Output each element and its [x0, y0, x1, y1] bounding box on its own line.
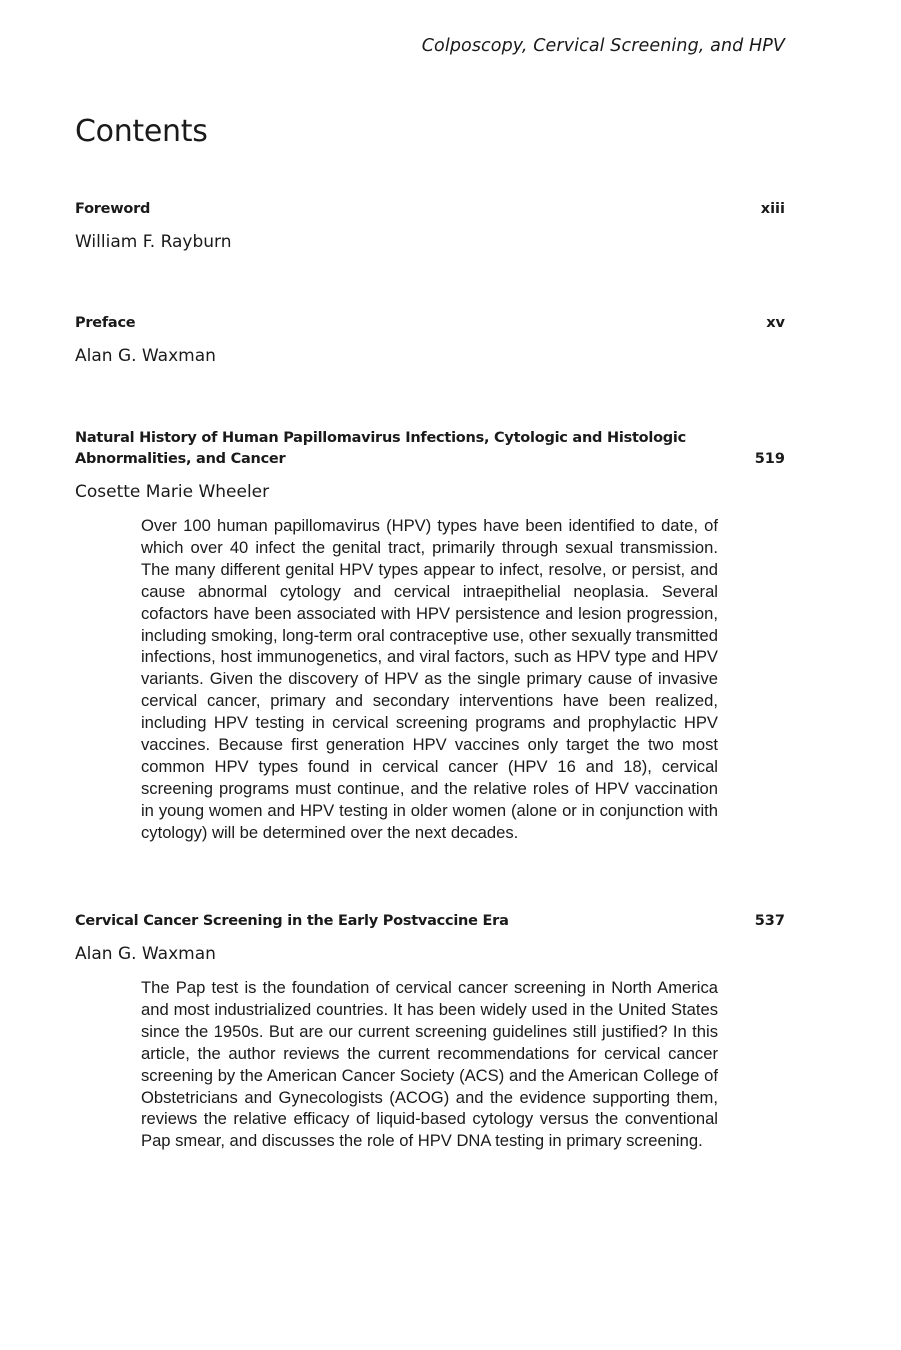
toc-entry-title[interactable]: Natural History of Human Papillomavirus Infections, Cytologic and Histologic Abnormalities, and Cancer [75, 430, 686, 467]
toc-entry-author: Alan G. Waxman [75, 346, 216, 366]
toc-entry-author: Cosette Marie Wheeler [75, 482, 270, 502]
page-title: Contents [75, 114, 208, 149]
toc-entry-header [75, 199, 785, 220]
toc-entry-title[interactable]: Preface [75, 315, 136, 331]
toc-entry-header [75, 428, 785, 470]
toc-entry-author: William F. Rayburn [75, 232, 232, 252]
toc-entry-page-number: 519 [754, 451, 785, 467]
toc-entry-page-number: xv [766, 315, 785, 331]
toc-entry-cervical-screening [75, 911, 785, 1152]
toc-entry-header [75, 911, 785, 932]
toc-entry-title[interactable]: Foreword [75, 201, 151, 217]
toc-entry-title[interactable]: Cervical Cancer Screening in the Early Postvaccine Era [75, 913, 509, 929]
toc-entry-abstract: Over 100 human papillomavirus (HPV) types have been identified to date, of which over 40 infect the genital tract, primarily through sexual transmission. The many different genital HPV types appear to infect, resolve, or persist, and cause abnormal cytology and cervical intraepithelial neoplasia. Several cofactors have been associated with HPV persistence and lesion progression, including smoking, long-term oral contraceptive use, other sexually transmitted infections, host immunogenetics, and viral factors, such as HPV type and HPV variants. Given the discovery of HPV as the single primary cause of invasive cervical cancer, primary and secondary interventions have been realized, including HPV testing in cervical screening programs and prophylactic HPV vaccines. Because first generation HPV vaccines only target the two most common HPV types found in cervical cancer (HPV 16 and 18), cervical screening programs must continue, and the relative roles of HPV vaccination in young women and HPV testing in older women (alone or in conjunction with cytology) will be determined over the next decades. [141, 516, 718, 842]
toc-entry-page-number: 537 [754, 913, 785, 929]
running-head: Colposcopy, Cervical Screening, and HPV [421, 36, 785, 56]
toc-entry-abstract: The Pap test is the foundation of cervical cancer screening in North America and most industrialized countries. It has been widely used in the United States since the 1950s. But are our current screening guidelines still justified? In this article, the author reviews the current recommendations for cervical cancer screening by the American Cancer Society (ACS) and the American College of Obstetricians and Gynecologists (ACOG) and the evidence supporting them, reviews the relative efficacy of liquid-based cytology versus the conventional Pap smear, and discusses the role of HPV DNA testing in primary screening. [141, 978, 718, 1151]
toc-entry-preface [75, 313, 785, 367]
toc-entry-page-number: xiii [760, 201, 785, 217]
toc-entry-author: Alan G. Waxman [75, 944, 216, 964]
toc-entry-foreword [75, 199, 785, 253]
toc-entry-header [75, 313, 785, 334]
toc-entry-natural-history [75, 428, 785, 844]
